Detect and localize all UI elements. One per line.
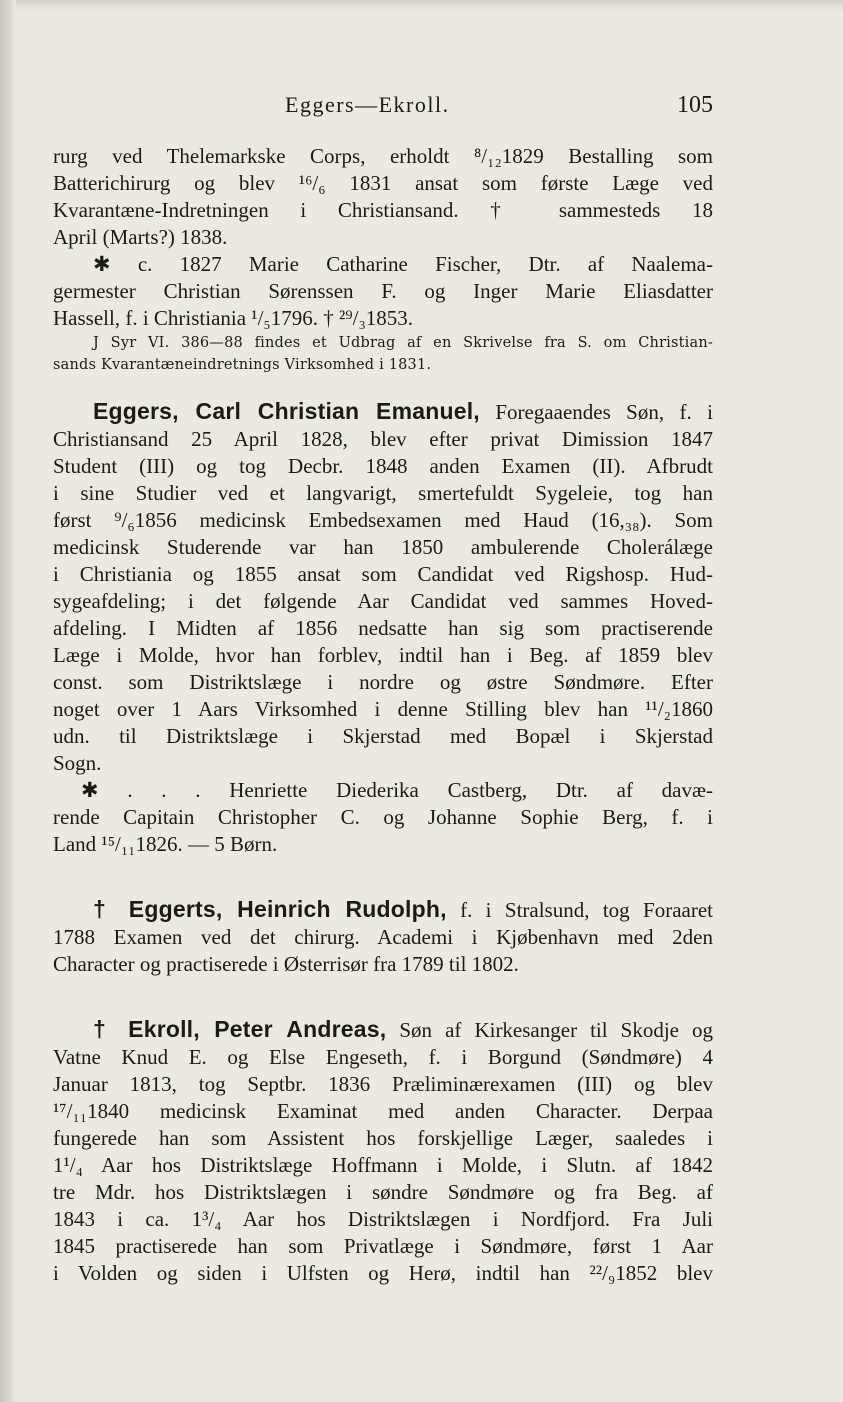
text-line: Januar 1813, tog Septbr. 1836 Præliminærexamen (III) og blev bbox=[53, 1072, 713, 1096]
text-line: først ⁹/₆1856 medicinsk Embedsexamen med Haud (16,₃₈). Som bbox=[53, 508, 713, 532]
text-line: ¹⁷/₁₁1840 medicinsk Examinat med anden Character. Derpaa bbox=[53, 1099, 713, 1123]
spouse-line: ✱ . . . Henriette Diederika Castberg, Dtr. af davæ- bbox=[81, 778, 713, 802]
text-line: i sine Studier ved et langvarigt, smertefuldt Sygeleie, tog han bbox=[53, 481, 713, 505]
text-line: medicinsk Studerende var han 1850 ambulerende Cholerálæge bbox=[53, 535, 713, 559]
page-body bbox=[53, 143, 713, 1287]
text-line: 1¹/₄ Aar hos Distriktslæge Hoffmann i Molde, i Slutn. af 1842 bbox=[53, 1153, 713, 1177]
spouse-line: Hassell, f. i Christiania ¹/₅1796. † ²⁹/₃1853. bbox=[53, 306, 414, 330]
text-line: Kvarantæne-Indretningen i Christiansand. † sammesteds 18 bbox=[53, 198, 713, 222]
running-title: Eggers—Ekroll. bbox=[285, 92, 450, 117]
text-line: Christiansand 25 April 1828, blev efter privat Dimission 1847 bbox=[53, 427, 713, 451]
text-line: rurg ved Thelemarkske Corps, erholdt ⁸/₁₂1829 Bestalling som bbox=[53, 144, 713, 168]
text-line: sygeafdeling; i det følgende Aar Candidat ved sammes Hoved- bbox=[53, 589, 713, 613]
entry-ekroll-peter bbox=[53, 1016, 713, 1287]
text-line: Sogn. bbox=[53, 751, 102, 775]
text-line: Læge i Molde, hvor han forblev, indtil han i Beg. af 1859 blev bbox=[53, 643, 713, 667]
text-fragment: Foregaaendes Søn, f. i bbox=[495, 400, 713, 424]
text-line: Vatne Knud E. og Else Engeseth, f. i Borgund (Søndmøre) 4 bbox=[53, 1045, 713, 1069]
entry-headword: † Ekroll, Peter Andreas, bbox=[93, 1016, 387, 1042]
text-line: Student (III) og tog Decbr. 1848 anden Examen (II). Afbrudt bbox=[53, 454, 713, 478]
entry-first-line bbox=[53, 896, 713, 924]
spouse-line: rende Capitain Christopher C. og Johanne Sophie Berg, f. i bbox=[53, 805, 713, 829]
entry-first-line bbox=[53, 398, 713, 426]
running-head bbox=[60, 92, 713, 122]
page-left-edge bbox=[0, 0, 16, 1402]
text-line: noget over 1 Aars Virksomhed i denne Stilling blev han ¹¹/₂1860 bbox=[53, 697, 713, 721]
text-line: const. som Distriktslæge i nordre og østre Søndmøre. Efter bbox=[53, 670, 713, 694]
text-fragment: f. i Stralsund, tog Foraaret bbox=[460, 898, 713, 922]
entry-headword: † Eggerts, Heinrich Rudolph, bbox=[93, 896, 447, 922]
spouse-line: germester Christian Sørenssen F. og Inger Marie Eliasdatter bbox=[53, 279, 713, 303]
text-line: i Christiania og 1855 ansat som Candidat ved Rigshosp. Hud- bbox=[53, 562, 713, 586]
text-line: Character og practiserede i Østerrisør fra 1789 til 1802. bbox=[53, 952, 519, 976]
text-line: i Volden og siden i Ulfsten og Herø, indtil han ²²/₉1852 blev bbox=[53, 1261, 713, 1285]
text-line: tre Mdr. hos Distriktslægen i søndre Søndmøre og fra Beg. af bbox=[53, 1180, 713, 1204]
text-line: 1788 Examen ved det chirurg. Academi i Kjøbenhavn med 2den bbox=[53, 925, 713, 949]
entry-headword: Eggers, Carl Christian Emanuel, bbox=[93, 398, 480, 424]
entry-first-line bbox=[53, 1016, 713, 1044]
text-line: Batterichirurg og blev ¹⁶/₆ 1831 ansat som første Læge ved bbox=[53, 171, 713, 195]
entry-eggers-senior bbox=[53, 143, 713, 376]
source-note-line: sands Kvarantæneindretnings Virksomhed i 1831. bbox=[53, 357, 432, 373]
entry-eggers-carl bbox=[53, 398, 713, 858]
source-note-line: J Syr VI. 386—88 findes et Udbrag af en Skrivelse fra S. om Christian- bbox=[93, 335, 713, 351]
text-line: 1843 i ca. 1³/₄ Aar hos Distriktslægen i Nordfjord. Fra Juli bbox=[53, 1207, 713, 1231]
text-line: April (Marts?) 1838. bbox=[53, 225, 228, 249]
text-line: 1845 practiserede han som Privatlæge i Søndmøre, først 1 Aar bbox=[53, 1234, 713, 1258]
page-number: 105 bbox=[677, 92, 713, 118]
entry-eggerts-heinrich bbox=[53, 896, 713, 978]
text-line: fungerede han som Assistent hos forskjellige Læger, saaledes i bbox=[53, 1126, 713, 1150]
text-line: udn. til Distriktslæge i Skjerstad med Bopæl i Skjerstad bbox=[53, 724, 713, 748]
text-line: afdeling. I Midten af 1856 nedsatte han sig som practiserende bbox=[53, 616, 713, 640]
page-top-edge bbox=[0, 0, 843, 10]
spouse-line: ✱ c. 1827 Marie Catharine Fischer, Dtr. af Naalema- bbox=[93, 252, 713, 276]
text-fragment: Søn af Kirkesanger til Skodje og bbox=[399, 1018, 714, 1042]
spouse-line: Land ¹⁵/₁₁1826. — 5 Børn. bbox=[53, 832, 278, 856]
